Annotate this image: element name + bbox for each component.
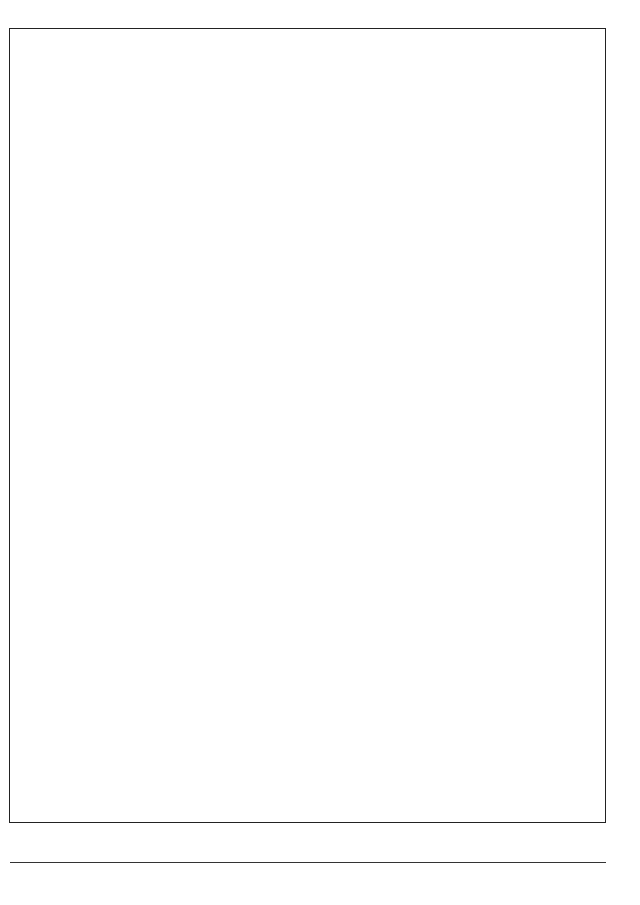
- page-number: [39, 427, 49, 435]
- table-border-top: [9, 28, 606, 29]
- table-border-bottom: [9, 822, 606, 823]
- table-border-left: [9, 28, 10, 823]
- footer-rule: [10, 862, 606, 863]
- table-border-right: [605, 28, 606, 823]
